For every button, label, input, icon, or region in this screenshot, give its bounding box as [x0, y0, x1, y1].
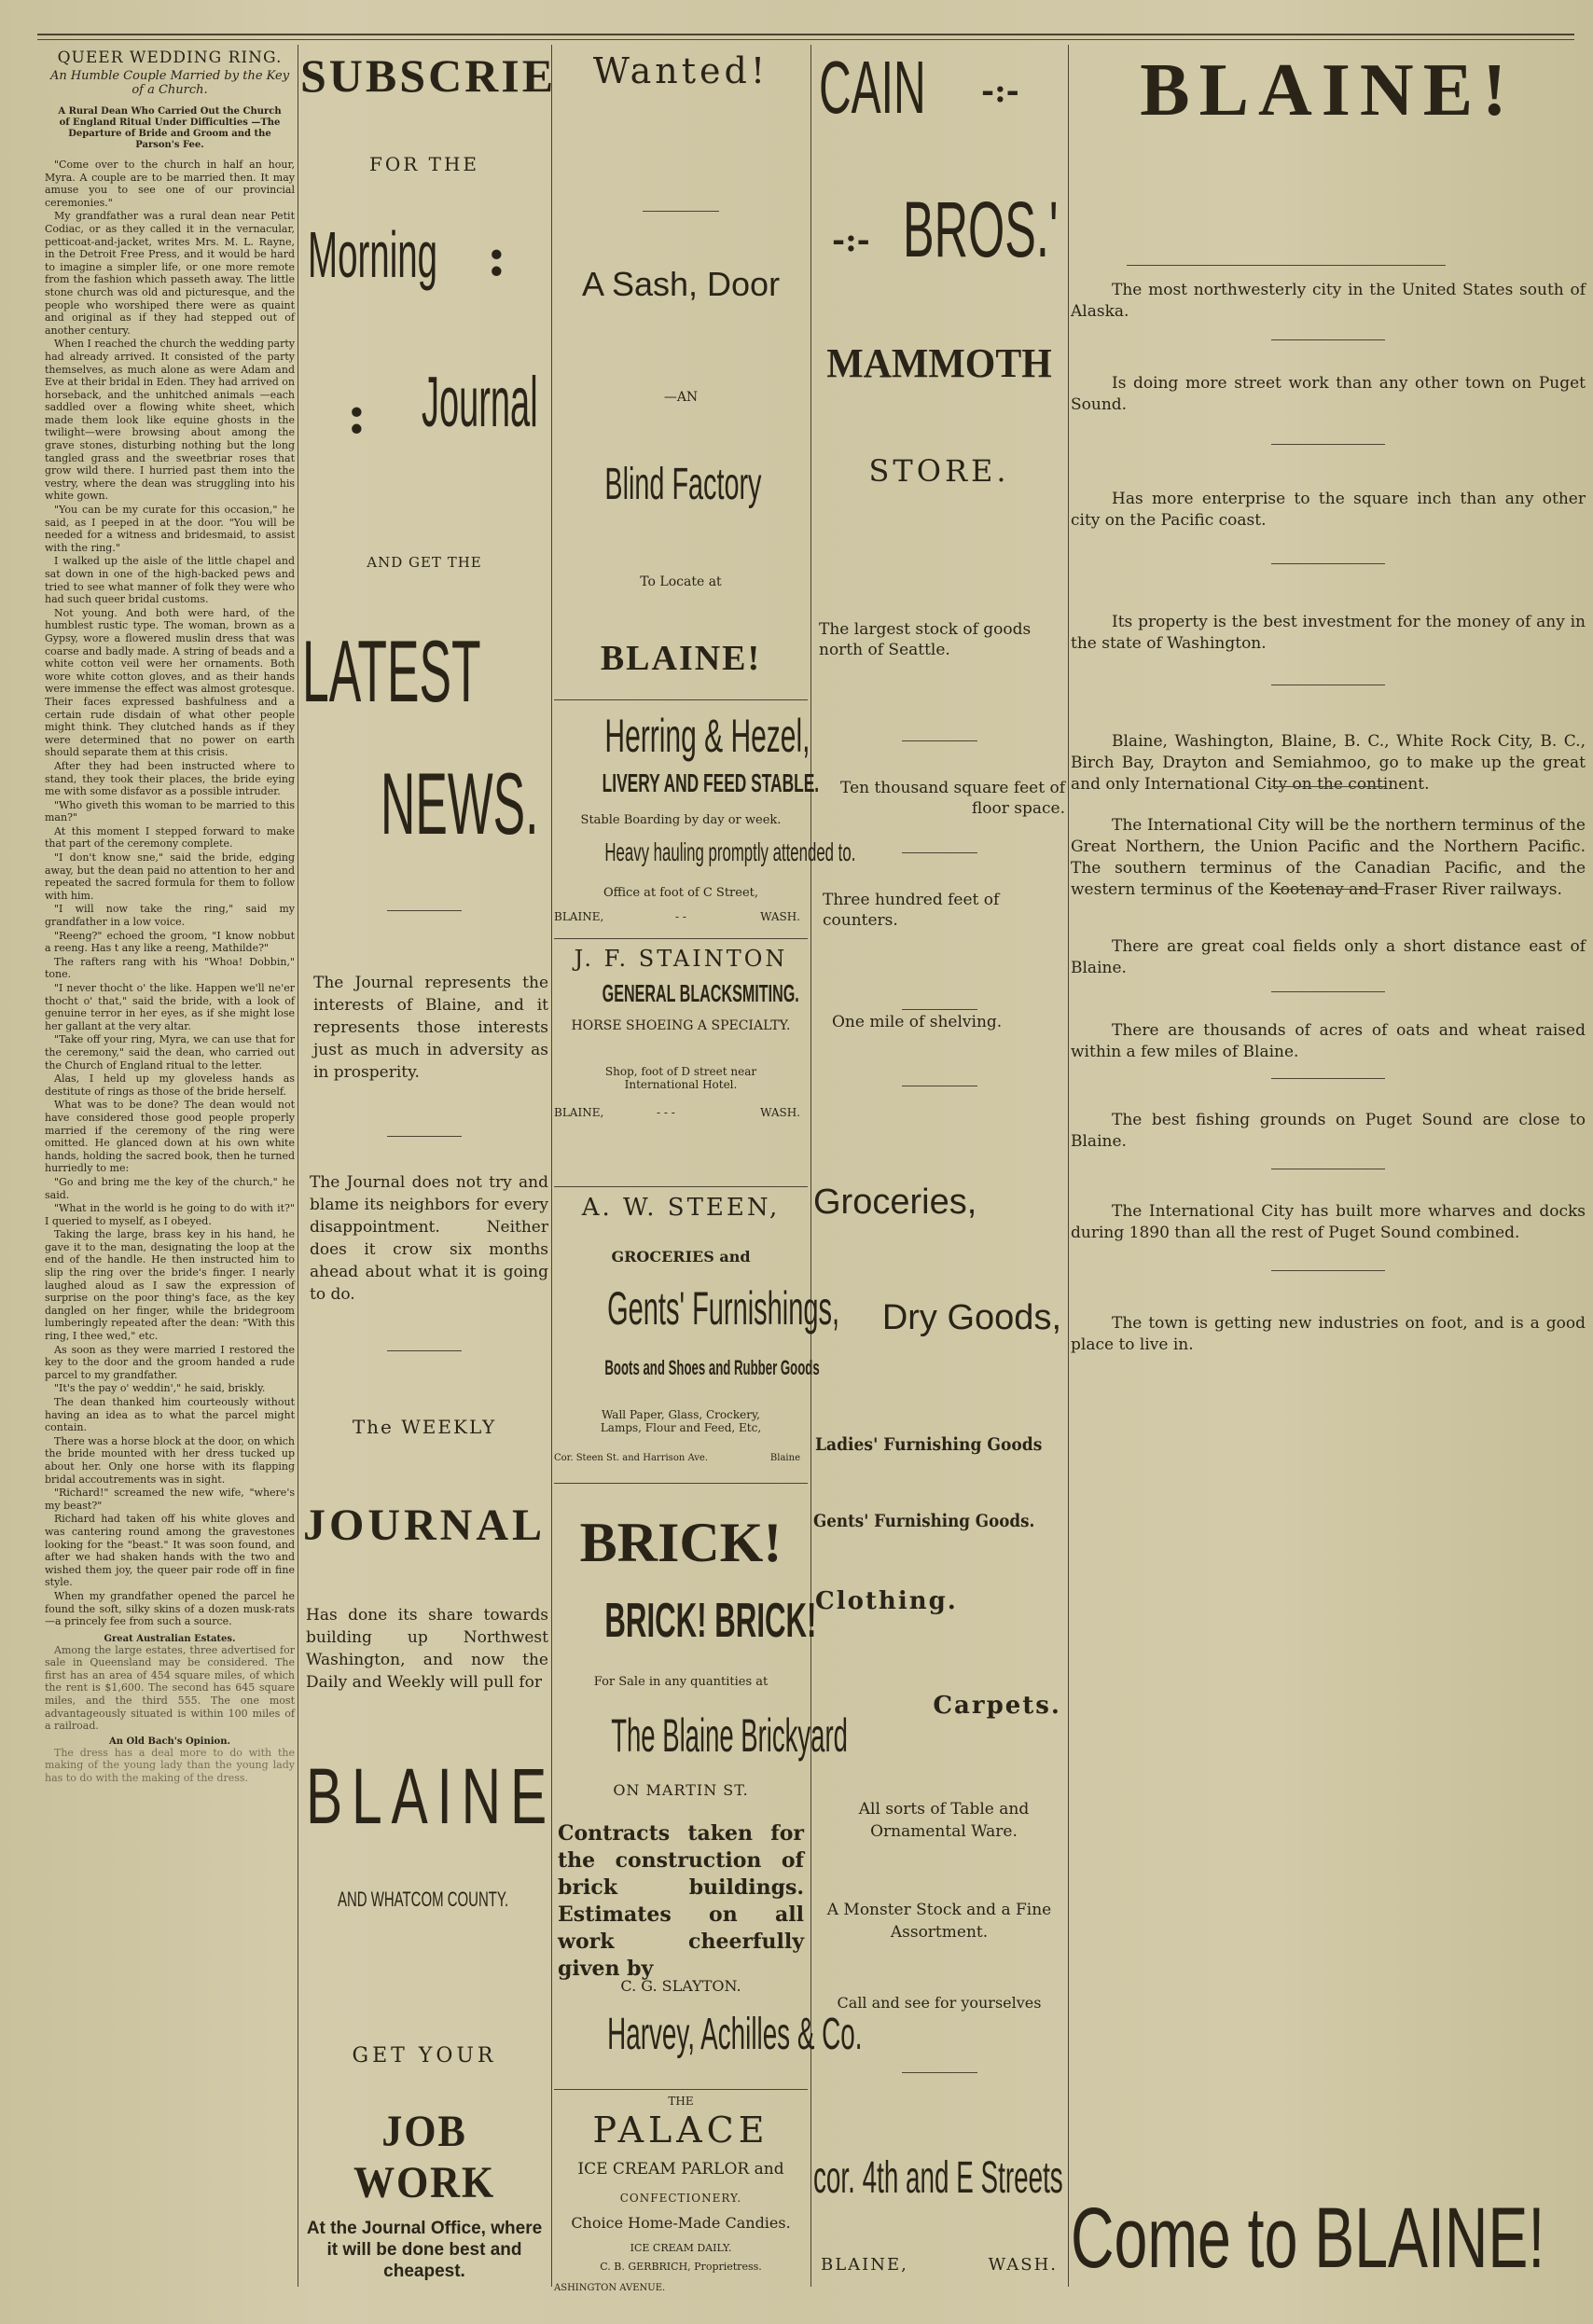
journal-text-2: The Journal does not try and blame its neighbors for every disappointment. Neither does it crow six months ahead about what it is going to do. — [310, 1173, 548, 1304]
article-paragraph: Richard had taken off his white gloves and was cantering round among the gravestones looking for the "beast." It was soon found, and after we had shaken hands with the two and wished them joy, the queer pair rode off in fine style. — [45, 1513, 295, 1589]
mammoth-heading: MAMMOTH — [826, 340, 1052, 386]
for-the-label: FOR THE — [368, 153, 480, 175]
brickyard-heading: The Blaine Brickyard — [611, 1709, 848, 1762]
get-your-label: GET YOUR — [352, 2044, 497, 2068]
top-rule — [37, 34, 1574, 35]
sash-door-heading: A Sash, Door — [581, 265, 781, 303]
ornament: -:- — [981, 73, 1019, 110]
opinion-text: The dress has a deal more to do with the making of the young lady than the young lady has to do with the making of the dress. — [45, 1746, 295, 1785]
stainton-heading: J. F. STAINTON — [574, 946, 788, 972]
estates-text: Among the large estates, three advertised for sale in Queensland may be considered. The first has an area of 454 square miles, of which the rent is $1,600. The second has 645 square miles, and the third 555. The one most advantageously situated is within 100 miles of a railroad. — [45, 1643, 295, 1733]
title-rule — [1071, 265, 1586, 266]
avenue-label: ASHINGTON AVENUE. — [554, 2283, 666, 2293]
proprietress-label: C. B. GERBRICH, Proprietress. — [600, 2261, 762, 2273]
daily-label: ICE CREAM DAILY. — [630, 2242, 732, 2254]
separator — [1071, 339, 1586, 340]
clothing-label: Clothing. — [815, 1587, 958, 1615]
article-paragraph: What was to be done? The dean would not have considered those good people properly married if the ceremony of the ring were omitted. He glanced down at his own white hands, holding the sacred book, then he turned hurriedly to me: — [45, 1099, 295, 1175]
shop-address-dashes: - - - — [657, 1106, 675, 1119]
article-body — [45, 159, 295, 1628]
article-paragraph: "Go and bring me the key of the church," he said. — [45, 1175, 295, 1201]
whatcom-label: AND WHATCOM COUNTY. — [338, 1888, 509, 1911]
article-paragraph: "It's the pay o' weddin'," he said, briskly. — [54, 1382, 266, 1395]
promo-item: There are great coal fields only a short distance east of Blaine. — [1071, 937, 1586, 977]
article-paragraph: "You can be my curate for this occasion," he said, as I peeped in at the door. "You will be needed for a witness and bridesmaid, to assist with the ring." — [45, 504, 295, 554]
opinion-heading: An Old Bach's Opinion. — [109, 1736, 230, 1747]
separator — [902, 1009, 977, 1010]
column-rule — [810, 45, 811, 2287]
for-sale-label: For Sale in any quantities at — [593, 1675, 769, 1689]
top-rule-thin — [37, 39, 1574, 40]
ladies-goods-label: Ladies' Furnishing Goods — [815, 1434, 1043, 1455]
address-heading: cor. 4th and E Streets — [813, 2153, 1063, 2203]
slayton-label: C. G. SLAYTON. — [620, 1977, 741, 1995]
promo-item: The International City has built more wharves and docks during 1890 than all the rest of Puget Sound combined. — [1071, 1202, 1586, 1242]
article-paragraph: My grandfather was a rural dean near Petit Codiac, or as they called it in the vernacular, petticoat-and-jacket, writes Mrs. M. L. Rayne, in the Detroit Free Press, and it would be hard to imagine a simpler life, or one more remote from the fashion which passeth away. The little stone church was old and picturesque, and the people who worshiped there were as quaint and original as if they had stepped out of another century. — [45, 210, 295, 337]
shop-address-right: WASH. — [760, 1106, 800, 1119]
office-label: Office at foot of C Street, — [603, 886, 759, 900]
journal-text-1: The Journal represents the interests of Blaine, and it represents those interests just as much in adversity as in prosperity. — [313, 974, 548, 1082]
promo-item: There are thousands of acres of oats and wheat raised within a few miles of Blaine. — [1071, 1021, 1586, 1061]
article-paragraph: The dean thanked him courteously without having an idea as to what the parcel might contain. — [45, 1396, 295, 1434]
subscribe-heading: SUBSCRIE — [300, 49, 557, 102]
separator — [1071, 991, 1586, 992]
shop-address-left: BLAINE, — [554, 1106, 604, 1119]
corner-left: Cor. Steen St. and Harrison Ave. — [554, 1453, 709, 1463]
address-right: WASH. — [760, 910, 800, 923]
promo-item: The most northwesterly city in the United States south of Alaska. — [1071, 281, 1586, 321]
floor-space-text: Ten thousand square feet of floor space. — [840, 779, 1065, 818]
column-rule — [1068, 45, 1069, 2287]
article-paragraph: At this moment I stepped forward to make that part of the ceremony complete. — [45, 824, 295, 851]
separator — [387, 1350, 462, 1351]
blaine-promo-column — [1071, 45, 1586, 2287]
table-ware-text: All sorts of Table and Ornamental Ware. — [858, 1800, 1030, 1841]
gents-goods-label: Gents' Furnishing Goods. — [813, 1511, 1035, 1531]
blaine-heading: BLAINE — [306, 1752, 556, 1840]
article-deck: A Rural Dean Who Carried Out the Church of England Ritual Under Difficulties —The Departure of Bride and Groom and the Parson's Fee. — [58, 106, 282, 150]
ornament: -:- — [832, 222, 870, 259]
brick-heading: BRICK! — [579, 1512, 783, 1573]
article-paragraph: The rafters rang with his "Whoa! Dobbin," tone. — [45, 955, 295, 981]
article-heading: QUEER WEDDING RING. — [57, 48, 283, 67]
separator — [1071, 786, 1586, 787]
livery-label: LIVERY AND FEED STABLE. — [602, 768, 820, 797]
article-paragraph: There was a horse block at the door, on which the bride mounted with her dress tucked up about her. Only one horse with its flapping bridal accoutrements was in sight. — [45, 1434, 295, 1486]
brick-brick-heading: BRICK! BRICK! — [604, 1594, 817, 1648]
journal-text-4: At the Journal Office, where it will be done best and cheapest. — [306, 2219, 543, 2281]
weekly-label: The WEEKLY — [352, 1416, 497, 1438]
carpets-label: Carpets. — [933, 1692, 1061, 1720]
separator — [387, 1136, 462, 1137]
separator — [1071, 889, 1586, 890]
separator — [1071, 1078, 1586, 1079]
largest-text: The largest stock of goods north of Seattle. — [819, 620, 1032, 659]
cain-bros-column — [813, 45, 1065, 2287]
separator — [643, 211, 719, 212]
wanted-heading: Wanted! — [592, 50, 769, 91]
article-paragraph: "Take off your ring, Myra, we can use that for the ceremony," said the dean, who carried out the Church of England ritual to the letter. — [45, 1033, 295, 1072]
promo-item: The International City will be the northern terminus of the Great Northern, the Union Pacific and the Northern Pacific. The southern terminus of the Canadian Pacific, and the western terminus of the Kootenay and Fraser River railways. — [1071, 816, 1586, 899]
article-paragraph: "Who giveth this woman to be married to this man?" — [45, 798, 295, 824]
promo-item: Its property is the best investment for the money of any in the state of Washington. — [1071, 613, 1586, 653]
article-paragraph: "Come over to the church in half an hour, Myra. A couple are to be married then. It may amuse you to see one of our provincial ceremonies." — [45, 159, 295, 209]
article-paragraph: Taking the large, brass key in his hand, he gave it to the man, designating the loop at the end of the handle. He then instructed him to slip the ring over the bride's finger. I nearly laughed aloud as I saw the expression of surprise on the poor thing's face, as the key dangled on her finger, while the bridegroom lumberingly repeated after the dean: "With this ring, I thee wed," etc. — [45, 1228, 295, 1343]
locate-label: To Locate at — [640, 574, 722, 589]
blaine-label: BLAINE, — [821, 2255, 908, 2275]
journal-line — [300, 362, 548, 474]
article-paragraph: Not young. And both were hard, of the humblest rustic type. The woman, brown as a Gypsy, wore a flowered muslin dress that was coarse and badly made. A string of beads and a white cotton veil were her ornaments. Both wore white cotton gloves, and as their hands were immense the effect was almost grotesque. Their faces expressed bashfulness and a certain rude disdain of what other people might think. They clutched hands as if they were determined that no power on earth should separate them at this crisis. — [45, 606, 295, 759]
ads-column — [554, 45, 863, 2293]
shop-address-line — [554, 1106, 808, 1121]
separator — [387, 910, 462, 911]
cain-line — [813, 45, 1065, 138]
horseshoe-label: HORSE SHOEING A SPECIALTY. — [571, 1018, 791, 1033]
journal-ad-column — [300, 45, 557, 2287]
contracts-text: Contracts taken for the construction of brick buildings. Estimates on all work cheerfully given by — [558, 1821, 804, 1981]
choice-label: Choice Home-Made Candies. — [571, 2214, 791, 2232]
boots-label: Boots and Shoes and Rubber Goods — [604, 1356, 820, 1379]
wash-label: WASH. — [988, 2255, 1058, 2275]
separator — [902, 852, 977, 853]
latest-heading: LATEST — [302, 622, 481, 720]
blaine-label: BLAINE! — [600, 639, 762, 678]
ice-cream-label: ICE CREAM PARLOR and — [577, 2160, 784, 2179]
news-heading: NEWS. — [381, 754, 539, 852]
blacksmith-label: GENERAL BLACKSMITING. — [602, 979, 799, 1007]
separator — [1071, 1270, 1586, 1271]
heavy-hauling-label: Heavy hauling promptly attended to. — [604, 837, 856, 866]
address-dashes: - - — [675, 910, 686, 923]
divider — [554, 699, 808, 700]
promo-item: The town is getting new industries on foot, and is a good place to live in. — [1071, 1314, 1586, 1354]
martin-label: ON MARTIN ST. — [613, 1781, 749, 1799]
bros-line — [813, 185, 1065, 278]
article-paragraph: As soon as they were married I restored the key to the door and the groom handed a rude parcel to my grandfather. — [45, 1343, 295, 1381]
corner-right: Blaine — [769, 1453, 800, 1463]
weekly-journal-heading: JOURNAL — [302, 1501, 546, 1550]
article-paragraph: When my grandfather opened the parcel he found the soft, silky skins of a dozen musk-rats—a princely fee from such a source. — [45, 1589, 295, 1628]
cain-heading: CAIN — [819, 46, 926, 129]
the-label: THE — [668, 2095, 694, 2108]
morning-title: Morning — [308, 218, 438, 291]
article-paragraph: "I don't know sne," said the bride, edging away, but the dean paid no attention to her and repeated the sacred formula for them to follow with him. — [45, 851, 295, 902]
article-paragraph: "I will now take the ring," said my grandfather in a low voice. — [45, 903, 295, 929]
article-paragraph: "What in the world is he going to do with it?" I queried to myself, as I obeyed. — [45, 1202, 295, 1227]
promo-item: Is doing more street work than any other town on Puget Sound. — [1071, 374, 1586, 414]
shop-label: Shop, foot of D street near International Hotel. — [604, 1065, 757, 1091]
dry-goods-heading: Dry Goods, — [881, 1298, 1061, 1337]
article-subheading: An Humble Couple Married by the Key of a Church. — [49, 69, 290, 97]
address-line — [554, 910, 808, 925]
article-paragraph: "Reeng?" echoed the groom, "I know nobbut a reeng. Has t any like a reeng, Mathilde?" — [45, 929, 295, 955]
article-paragraph: "Richard!" screamed the new wife, "where's my beast?" — [45, 1487, 295, 1512]
divider — [554, 938, 808, 939]
estates-heading: Great Australian Estates. — [104, 1633, 236, 1644]
promo-item: The best fishing grounds on Puget Sound are close to Blaine. — [1071, 1111, 1586, 1151]
colon-mark: : — [347, 384, 367, 446]
article-paragraph: Alas, I held up my gloveless hands as destitute of rings as those of the bride herself. — [45, 1072, 295, 1098]
divider — [554, 1483, 808, 1484]
closing-heading: Come to BLAINE! — [1071, 2191, 1545, 2286]
article-column — [45, 45, 295, 2287]
divider — [554, 1186, 808, 1187]
monster-stock-text: A Monster Stock and a Fine Assortment. — [826, 1901, 1052, 1942]
colon-mark: : — [487, 227, 506, 288]
separator — [902, 740, 977, 741]
store-heading: STORE. — [868, 453, 1010, 489]
gents-furnishings-heading: Gents' Furnishings, — [607, 1282, 840, 1335]
shelving-text: One mile of shelving. — [832, 1013, 1003, 1031]
article-paragraph: When I reached the church the wedding party had already arrived. It consisted of the party themselves, as much alone as were Adam and Eve at their bridal in Eden. They had arrived on horseback, and the unhitched animals —each saddled over a flowing white sheet, which made them look like equine ghosts in the twilight—were browsing about among the grave stones, disturbing nothing but the long tangled grass and the sweetbriar roses that grow wild there. I hurried past them into the vestry, where the dean was struggling into his white gown. — [45, 338, 295, 503]
blind-factory-heading: Blind Factory — [604, 460, 762, 509]
wall-paper-label: Wall Paper, Glass, Crockery, Lamps, Flour and Feed, Etc, — [600, 1408, 762, 1434]
palace-heading: PALACE — [592, 2110, 769, 2151]
article-paragraph: After they had been instructed where to stand, they took their places, the bride eying me with some disfavor as a possible intruder. — [45, 759, 295, 798]
promo-item: Blaine, Washington, Blaine, B. C., White Rock City, B. C., Birch Bay, Drayton and Semiahmoo, go to make up the great and only International City on the continent. — [1071, 732, 1586, 794]
confectionery-label: CONFECTIONERY. — [619, 2192, 742, 2205]
journal-text-3: Has done its share towards building up Northwest Washington, and now the Daily and Weekly will pull for — [306, 1606, 548, 1692]
blaine-title: BLAINE! — [1140, 49, 1517, 131]
steen-heading: A. W. STEEN, — [581, 1194, 781, 1222]
groceries-label: GROCERIES and — [611, 1248, 751, 1266]
promo-item: Has more enterprise to the square inch than any other city on the Pacific coast. — [1071, 490, 1586, 530]
article-paragraph: I walked up the aisle of the little chapel and sat down in one of the high-backed pews and tried to see what manner of folk they were who had such queer bridal customs. — [45, 555, 295, 606]
stable-label: Stable Boarding by day or week. — [580, 813, 782, 827]
separator — [1071, 444, 1586, 445]
and-get-label: AND GET THE — [367, 554, 482, 571]
job-work-heading: JOB WORK — [353, 2107, 496, 2207]
bros-heading: BROS.' — [903, 186, 1059, 273]
corner-line — [554, 1453, 808, 1466]
separator — [1071, 563, 1586, 564]
counters-text: Three hundred feet of counters. — [823, 891, 1000, 930]
harvey-heading: Harvey, Achilles & Co. — [607, 2010, 863, 2059]
call-text: Call and see for yourselves — [837, 1994, 1042, 2012]
address-left: BLAINE, — [554, 910, 604, 923]
an-label: —AN — [663, 390, 699, 405]
journal-title: Journal — [422, 363, 538, 442]
separator — [902, 2072, 977, 2073]
article-paragraph: "I never thocht o' the like. Happen we'll ne'er thocht o' that," said the bride, with a look of genuine terror in her eyes, as if she might lose her gallant at the very altar. — [45, 982, 295, 1032]
divider — [554, 2089, 808, 2090]
herring-hezel-heading: Herring & Hezel, — [604, 710, 810, 762]
groceries-heading: Groceries, — [813, 1183, 977, 1222]
column-rule — [551, 45, 552, 2287]
morning-line — [300, 217, 548, 329]
